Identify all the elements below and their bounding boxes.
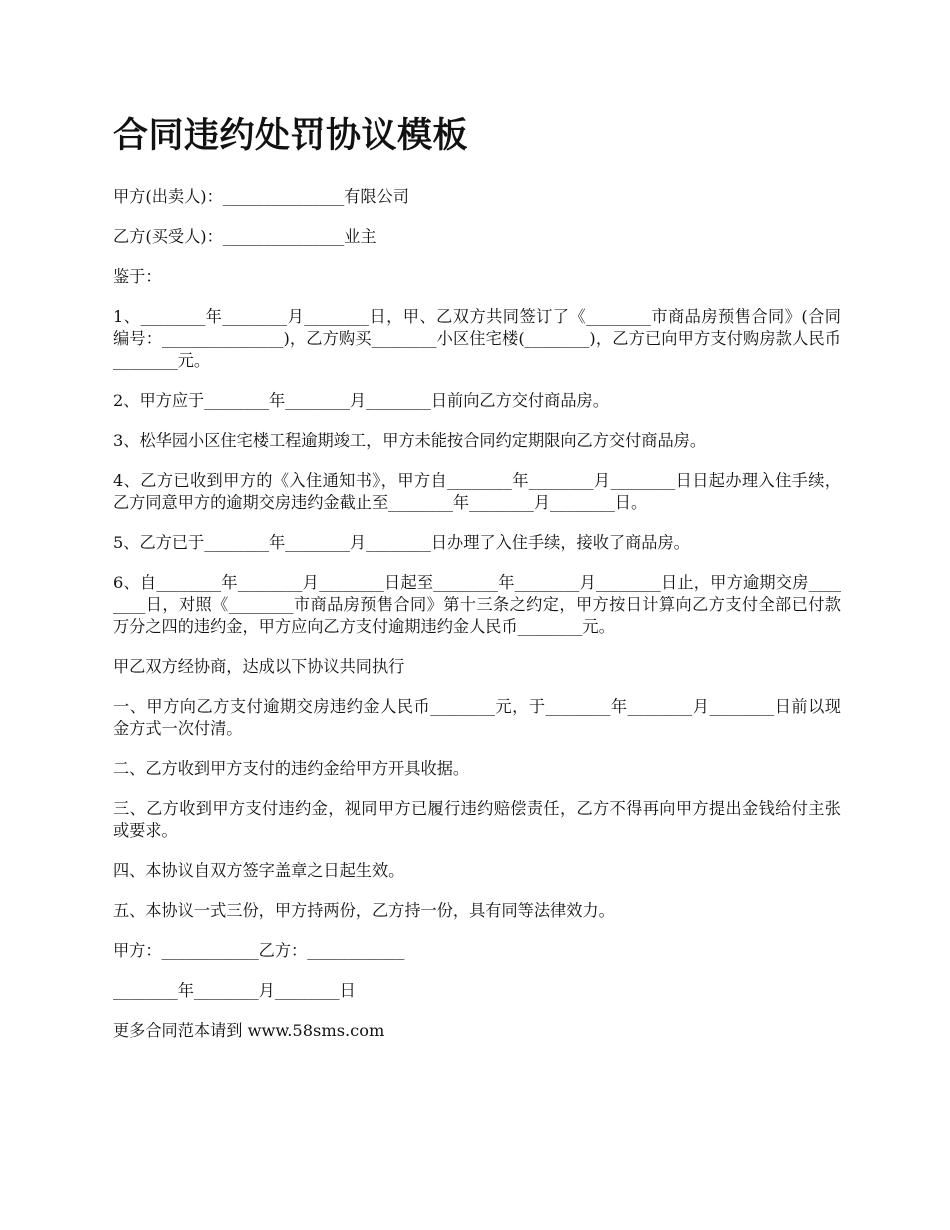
document-page [113, 108, 841, 1060]
clause-2: 二、乙方收到甲方支付的违约金给甲方开具收据。 [113, 759, 470, 778]
clause-4: 四、本协议自双方签字盖章之日起生效。 [113, 861, 405, 880]
footer-link-text: 更多合同范本请到 www.58sms.com [113, 1021, 385, 1040]
recital-1: 1、________年________月________日，甲、乙双方共同签订了《________市商品房预售合同》(合同编号：_______________)，乙方购买________小区住宅楼(________)，乙方已向甲方支付购房款人民币________元。 [113, 307, 841, 370]
recital-2: 2、甲方应于________年________月________日前向乙方交付商品房。 [113, 391, 609, 410]
clause-3: 三、乙方收到甲方支付违约金，视同甲方已履行违约赔偿责任，乙方不得再向甲方提出金钱给付主张或要求。 [113, 799, 841, 840]
date-line: ________年________月________日 [113, 981, 356, 1000]
recital-5: 5、乙方已于________年________月________日办理了入住手续，接收了商品房。 [113, 533, 690, 552]
party-b-line: 乙方(买受人)：_______________业主 [113, 227, 377, 246]
clause-5: 五、本协议一式三份，甲方持两份，乙方持一份，具有同等法律效力。 [113, 901, 615, 920]
party-a-line: 甲方(出卖人)：_______________有限公司 [113, 187, 409, 206]
recital-4: 4、乙方已收到甲方的《入住通知书》，甲方自________年________月________日日起办理入住手续，乙方同意甲方的逾期交房违约金截止至________年________月________日。 [113, 471, 841, 512]
recital-3: 3、松华园小区住宅楼工程逾期竣工，甲方未能按合同约定期限向乙方交付商品房。 [113, 431, 707, 450]
document-title: 合同违约处罚协议模板 [113, 116, 469, 156]
recital-6: 6、自________年________月________日起至________年________月________日止，甲方逾期交房________日，对照《________市商品房预售合同》第十三条之约定，甲方按日计算向乙方支付全部已付款万分之四的违约金，甲方应向乙方支付逾期违约金人民币________元。 [113, 573, 841, 636]
clause-1: 一、甲方向乙方支付逾期交房违约金人民币________元，于________年________月________日前以现金方式一次付清。 [113, 697, 841, 738]
whereas-heading: 鉴于： [113, 267, 162, 286]
signature-line: 甲方：____________乙方：____________ [113, 941, 405, 960]
agreement-intro: 甲乙双方经协商，达成以下协议共同执行 [113, 657, 405, 676]
